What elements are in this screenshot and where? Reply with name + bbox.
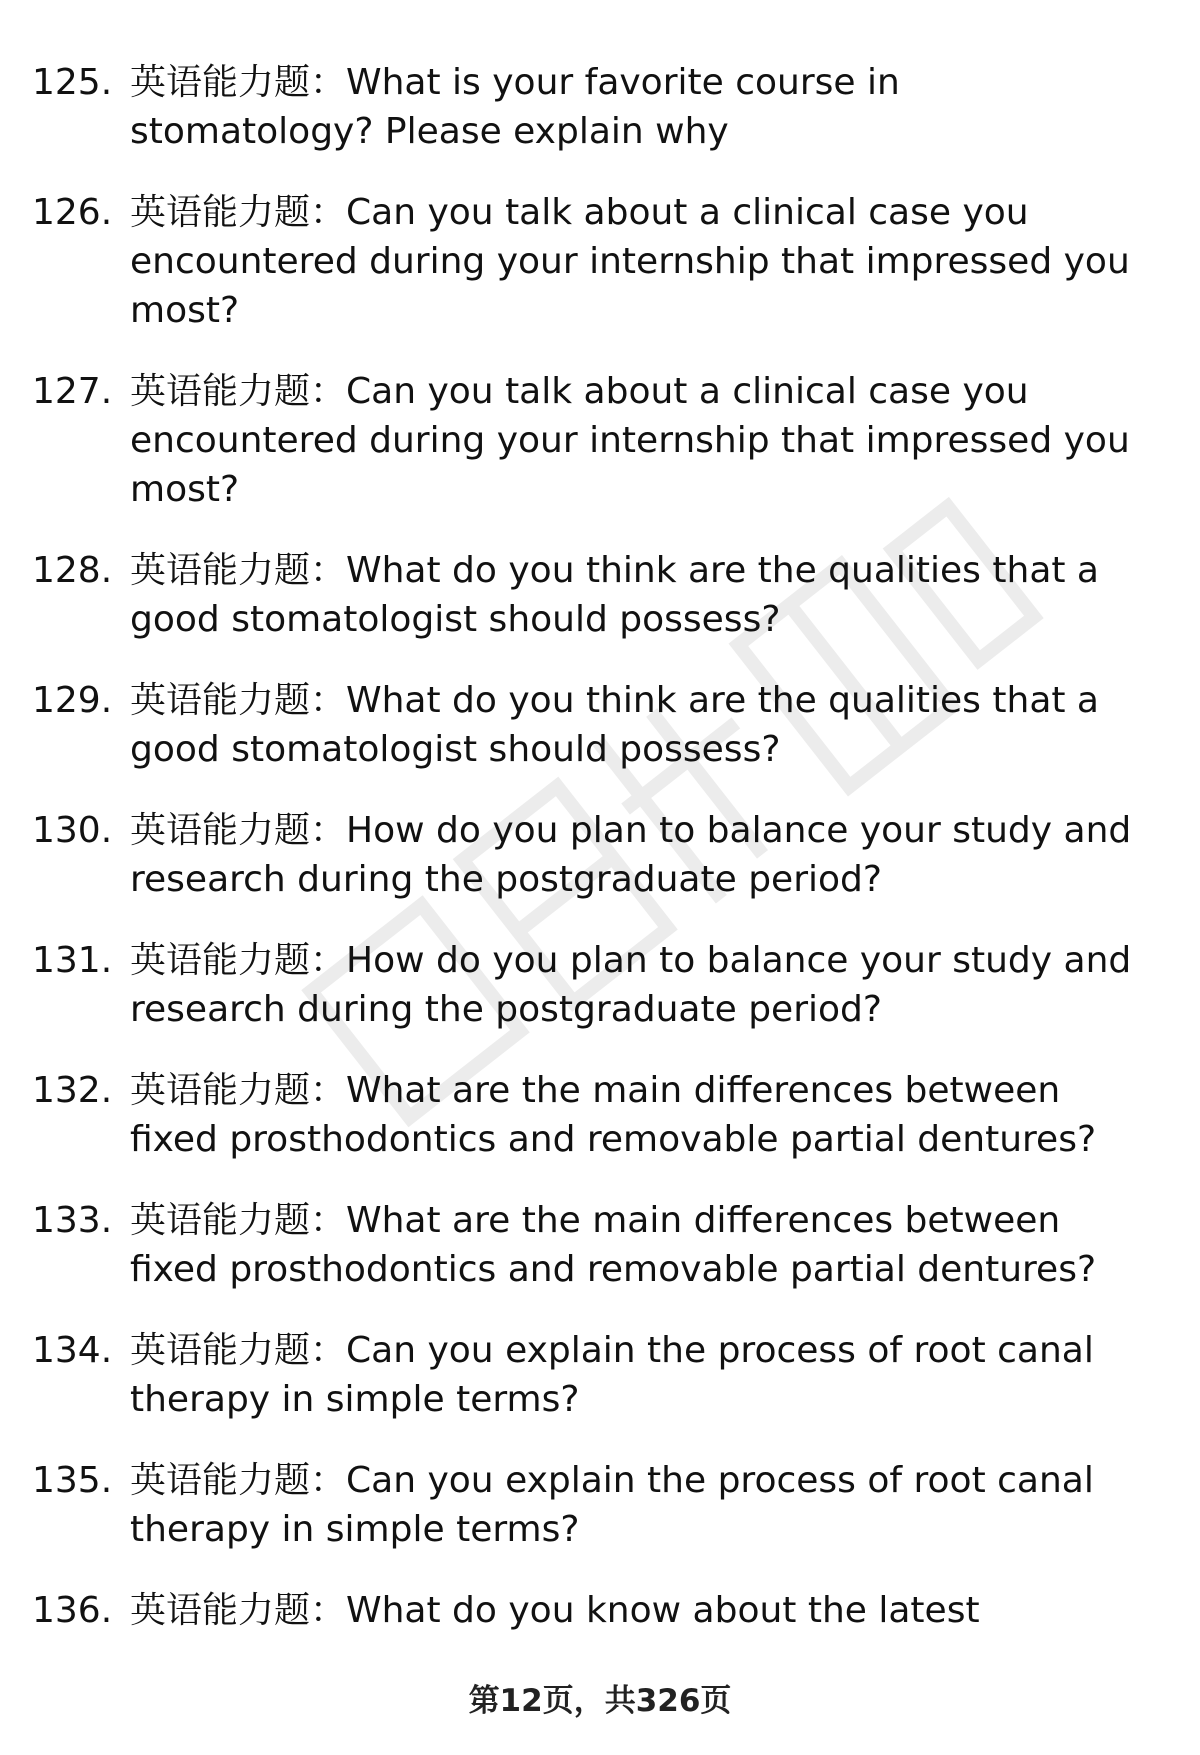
question-item <box>0 367 1200 514</box>
question-tag: 英语能力题： <box>130 940 347 981</box>
question-text: How do you plan to balance your study and research during the postgraduate period? <box>130 810 1132 900</box>
question-content <box>130 936 1140 1034</box>
question-content <box>130 676 1140 774</box>
question-number: 130. <box>32 810 113 851</box>
question-number: 136. <box>32 1590 113 1631</box>
question-item <box>0 936 1200 1034</box>
question-number: 131. <box>32 940 113 981</box>
question-number: 132. <box>32 1070 113 1111</box>
question-text: What do you know about the latest <box>346 1590 980 1631</box>
question-content <box>130 1066 1140 1164</box>
question-item <box>0 1066 1200 1164</box>
question-text: Can you explain the process of root canal therapy in simple terms? <box>130 1460 1094 1550</box>
question-list <box>0 58 1200 1667</box>
question-item <box>0 1326 1200 1424</box>
question-text: Can you talk about a clinical case you encountered during your internship that impressed you most? <box>130 192 1130 331</box>
question-text: What do you think are the qualities that a good stomatologist should possess? <box>130 550 1099 640</box>
question-item <box>0 546 1200 644</box>
question-text: What is your favorite course in stomatology? Please explain why <box>130 62 900 152</box>
question-item <box>0 58 1200 156</box>
question-item <box>0 676 1200 774</box>
question-tag: 英语能力题： <box>130 192 347 233</box>
question-number: 135. <box>32 1460 113 1501</box>
question-tag: 英语能力题： <box>130 371 347 412</box>
question-number: 126. <box>32 192 113 233</box>
question-content <box>130 1326 1140 1424</box>
question-tag: 英语能力题： <box>130 680 347 721</box>
question-number: 127. <box>32 371 113 412</box>
question-number: 133. <box>32 1200 113 1241</box>
question-item <box>0 188 1200 335</box>
question-text: What are the main differences between fixed prosthodontics and removable partial dentures? <box>130 1070 1097 1160</box>
question-content <box>130 1196 1140 1294</box>
question-text: What are the main differences between fixed prosthodontics and removable partial dentures? <box>130 1200 1097 1290</box>
question-tag: 英语能力题： <box>130 1070 347 1111</box>
page-number-label: 第12页，共326页 <box>468 1683 732 1719</box>
question-tag: 英语能力题： <box>130 1200 347 1241</box>
question-item <box>0 1196 1200 1294</box>
question-content <box>130 546 1140 644</box>
question-text: Can you talk about a clinical case you encountered during your internship that impressed you most? <box>130 371 1130 510</box>
question-tag: 英语能力题： <box>130 1330 347 1371</box>
question-tag: 英语能力题： <box>130 62 347 103</box>
page-footer <box>0 1675 1200 1720</box>
question-content <box>130 1456 1140 1554</box>
question-content <box>130 188 1140 335</box>
question-content <box>130 1586 1140 1635</box>
question-item <box>0 1456 1200 1554</box>
question-number: 129. <box>32 680 113 721</box>
question-text: What do you think are the qualities that a good stomatologist should possess? <box>130 680 1099 770</box>
question-item <box>0 806 1200 904</box>
question-tag: 英语能力题： <box>130 1460 347 1501</box>
question-number: 125. <box>32 62 113 103</box>
question-tag: 英语能力题： <box>130 550 347 591</box>
question-content <box>130 58 1140 156</box>
question-content <box>130 367 1140 514</box>
question-item <box>0 1586 1200 1635</box>
question-number: 128. <box>32 550 113 591</box>
question-text: How do you plan to balance your study and research during the postgraduate period? <box>130 940 1132 1030</box>
question-tag: 英语能力题： <box>130 810 347 851</box>
question-text: Can you explain the process of root canal therapy in simple terms? <box>130 1330 1094 1420</box>
question-tag: 英语能力题： <box>130 1590 347 1631</box>
question-content <box>130 806 1140 904</box>
question-number: 134. <box>32 1330 113 1371</box>
